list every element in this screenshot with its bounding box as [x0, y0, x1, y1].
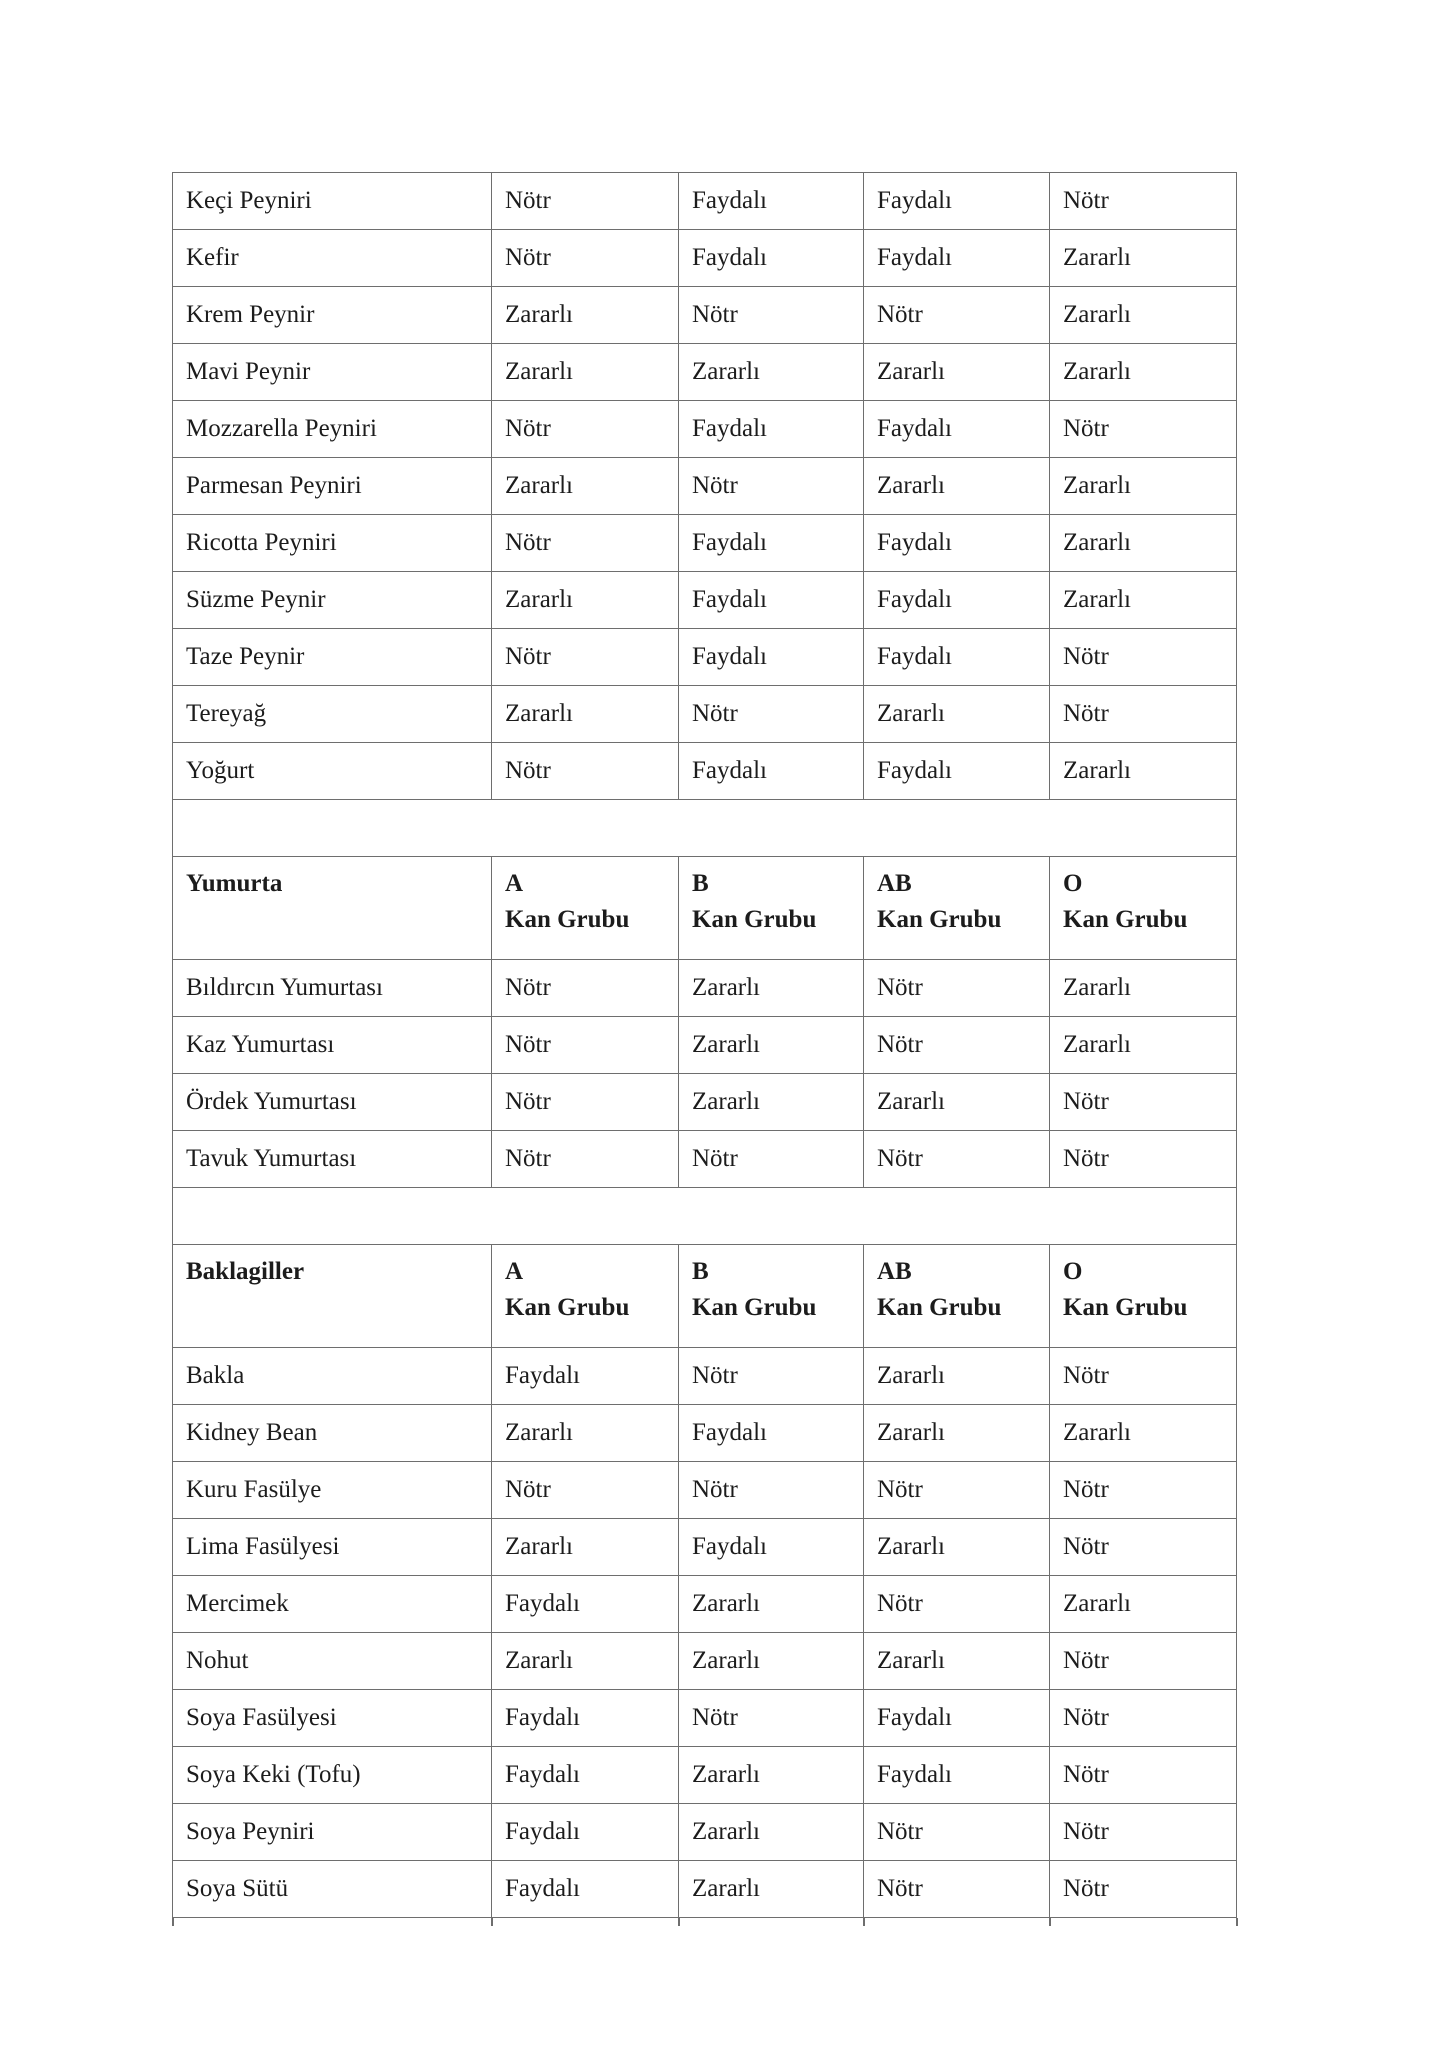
rating-cell: Faydalı — [492, 1576, 679, 1633]
rating-cell: Zararlı — [1050, 1576, 1237, 1633]
food-name-cell: Ricotta Peyniri — [173, 515, 492, 572]
rating-cell: Nötr — [679, 458, 864, 515]
rating-cell: Nötr — [864, 1861, 1050, 1918]
blood-group-header-cell — [492, 857, 679, 960]
rating-cell: Nötr — [492, 401, 679, 458]
table-row — [173, 1576, 1237, 1633]
rating-cell: Nötr — [492, 1017, 679, 1074]
table-row — [173, 287, 1237, 344]
blood-group-letter: O — [1063, 1258, 1083, 1285]
rating-cell: Nötr — [679, 1690, 864, 1747]
food-name-cell: Süzme Peynir — [173, 572, 492, 629]
rating-cell: Zararlı — [1050, 1017, 1237, 1074]
table-row — [173, 1861, 1237, 1918]
food-name-cell: Tavuk Yumurtası — [173, 1131, 492, 1188]
food-name-cell: Soya Sütü — [173, 1861, 492, 1918]
table-container — [172, 172, 1237, 1918]
rating-cell: Nötr — [1050, 686, 1237, 743]
cutoff-row-border-stub — [491, 1918, 493, 1926]
food-name-cell: Nohut — [173, 1633, 492, 1690]
food-name-cell: Kuru Fasülye — [173, 1462, 492, 1519]
blood-group-header-cell — [679, 857, 864, 960]
rating-cell: Zararlı — [1050, 572, 1237, 629]
blood-group-header-cell — [679, 1245, 864, 1348]
blood-group-letter: AB — [877, 870, 912, 897]
table-row — [173, 1804, 1237, 1861]
section-header-row — [173, 857, 1237, 960]
blood-group-subheader: Kan Grubu — [692, 906, 817, 933]
food-name-cell: Taze Peynir — [173, 629, 492, 686]
rating-cell: Nötr — [492, 1131, 679, 1188]
table-row — [173, 1633, 1237, 1690]
rating-cell: Zararlı — [864, 1405, 1050, 1462]
blood-group-header-cell — [864, 1245, 1050, 1348]
table-row — [173, 743, 1237, 800]
food-name-cell: Bıldırcın Yumurtası — [173, 960, 492, 1017]
rating-cell: Faydalı — [679, 743, 864, 800]
rating-cell: Faydalı — [679, 1519, 864, 1576]
table-row — [173, 458, 1237, 515]
rating-cell: Faydalı — [492, 1861, 679, 1918]
food-name-cell: Parmesan Peyniri — [173, 458, 492, 515]
table-row — [173, 1519, 1237, 1576]
rating-cell: Nötr — [1050, 173, 1237, 230]
rating-cell: Nötr — [679, 287, 864, 344]
food-name-cell: Kaz Yumurtası — [173, 1017, 492, 1074]
rating-cell: Faydalı — [679, 629, 864, 686]
blood-group-subheader: Kan Grubu — [877, 906, 1002, 933]
rating-cell: Zararlı — [1050, 458, 1237, 515]
rating-cell: Faydalı — [492, 1690, 679, 1747]
rating-cell: Faydalı — [864, 515, 1050, 572]
rating-cell: Nötr — [1050, 1633, 1237, 1690]
food-name-cell: Tereyağ — [173, 686, 492, 743]
table-row — [173, 629, 1237, 686]
rating-cell: Zararlı — [492, 287, 679, 344]
rating-cell: Faydalı — [864, 230, 1050, 287]
rating-cell: Zararlı — [1050, 1405, 1237, 1462]
rating-cell: Nötr — [864, 960, 1050, 1017]
blood-group-header-cell — [864, 857, 1050, 960]
rating-cell: Nötr — [1050, 1131, 1237, 1188]
rating-cell: Nötr — [1050, 1519, 1237, 1576]
rating-cell: Zararlı — [1050, 230, 1237, 287]
rating-cell: Nötr — [864, 1462, 1050, 1519]
table-row — [173, 344, 1237, 401]
rating-cell: Nötr — [1050, 1074, 1237, 1131]
rating-cell: Faydalı — [679, 173, 864, 230]
table-body — [173, 173, 1237, 1918]
rating-cell: Zararlı — [679, 344, 864, 401]
table-row — [173, 173, 1237, 230]
rating-cell: Nötr — [1050, 1861, 1237, 1918]
rating-cell: Nötr — [1050, 1690, 1237, 1747]
table-row — [173, 401, 1237, 458]
section-header-row — [173, 1245, 1237, 1348]
food-name-cell: Lima Fasülyesi — [173, 1519, 492, 1576]
rating-cell: Zararlı — [864, 1519, 1050, 1576]
rating-cell: Nötr — [864, 1017, 1050, 1074]
rating-cell: Zararlı — [864, 1074, 1050, 1131]
food-name-cell: Soya Peyniri — [173, 1804, 492, 1861]
rating-cell: Zararlı — [679, 960, 864, 1017]
rating-cell: Zararlı — [864, 1633, 1050, 1690]
blood-group-letter: A — [505, 870, 524, 897]
blood-group-subheader: Kan Grubu — [505, 1294, 630, 1321]
rating-cell: Nötr — [1050, 1348, 1237, 1405]
rating-cell: Zararlı — [492, 572, 679, 629]
rating-cell: Faydalı — [864, 743, 1050, 800]
blood-group-letter: B — [692, 870, 709, 897]
table-row — [173, 960, 1237, 1017]
rating-cell: Nötr — [864, 1576, 1050, 1633]
rating-cell: Faydalı — [864, 1747, 1050, 1804]
rating-cell: Nötr — [492, 173, 679, 230]
table-row — [173, 686, 1237, 743]
food-name-cell: Kefir — [173, 230, 492, 287]
table-row — [173, 572, 1237, 629]
blood-group-subheader: Kan Grubu — [505, 906, 630, 933]
rating-cell: Faydalı — [864, 629, 1050, 686]
food-name-cell: Mavi Peynir — [173, 344, 492, 401]
rating-cell: Zararlı — [679, 1576, 864, 1633]
table-row — [173, 230, 1237, 287]
rating-cell: Zararlı — [864, 686, 1050, 743]
table-row — [173, 1690, 1237, 1747]
rating-cell: Nötr — [492, 960, 679, 1017]
rating-cell: Zararlı — [1050, 960, 1237, 1017]
blood-group-letter: O — [1063, 870, 1083, 897]
rating-cell: Zararlı — [679, 1017, 864, 1074]
rating-cell: Faydalı — [679, 572, 864, 629]
rating-cell: Nötr — [1050, 401, 1237, 458]
rating-cell: Nötr — [492, 515, 679, 572]
rating-cell: Faydalı — [864, 1690, 1050, 1747]
rating-cell: Zararlı — [492, 1519, 679, 1576]
table-row — [173, 1017, 1237, 1074]
table-row — [173, 1405, 1237, 1462]
rating-cell: Nötr — [1050, 1804, 1237, 1861]
blood-group-header-cell — [1050, 857, 1237, 960]
table-row — [173, 515, 1237, 572]
rating-cell: Zararlı — [679, 1074, 864, 1131]
blood-group-subheader: Kan Grubu — [1063, 906, 1188, 933]
section-title-cell: Yumurta — [173, 857, 492, 960]
rating-cell: Nötr — [492, 1074, 679, 1131]
rating-cell: Zararlı — [492, 1633, 679, 1690]
rating-cell: Zararlı — [679, 1861, 864, 1918]
rating-cell: Faydalı — [864, 572, 1050, 629]
rating-cell: Zararlı — [492, 1405, 679, 1462]
food-name-cell: Mozzarella Peyniri — [173, 401, 492, 458]
food-name-cell: Soya Fasülyesi — [173, 1690, 492, 1747]
food-name-cell: Mercimek — [173, 1576, 492, 1633]
food-name-cell: Bakla — [173, 1348, 492, 1405]
rating-cell: Zararlı — [864, 344, 1050, 401]
cutoff-row-border-stub — [863, 1918, 865, 1926]
rating-cell: Faydalı — [492, 1747, 679, 1804]
blood-group-letter: A — [505, 1258, 524, 1285]
spacer-row — [173, 1188, 1237, 1245]
rating-cell: Nötr — [864, 1804, 1050, 1861]
rating-cell: Nötr — [492, 230, 679, 287]
table-row — [173, 1074, 1237, 1131]
cutoff-row-border-stub — [172, 1918, 174, 1926]
cutoff-row-border-stub — [678, 1918, 680, 1926]
spacer-cell — [173, 1188, 1237, 1245]
blood-group-letter: B — [692, 1258, 709, 1285]
rating-cell: Nötr — [1050, 629, 1237, 686]
rating-cell: Zararlı — [492, 686, 679, 743]
rating-cell: Faydalı — [679, 401, 864, 458]
blood-group-header-cell — [492, 1245, 679, 1348]
rating-cell: Zararlı — [1050, 344, 1237, 401]
blood-group-subheader: Kan Grubu — [692, 1294, 817, 1321]
rating-cell: Nötr — [1050, 1462, 1237, 1519]
rating-cell: Nötr — [492, 1462, 679, 1519]
rating-cell: Zararlı — [492, 458, 679, 515]
cutoff-row-border-stub — [1049, 1918, 1051, 1926]
rating-cell: Nötr — [864, 1131, 1050, 1188]
rating-cell: Faydalı — [492, 1348, 679, 1405]
rating-cell: Nötr — [1050, 1747, 1237, 1804]
rating-cell: Faydalı — [492, 1804, 679, 1861]
rating-cell: Faydalı — [864, 401, 1050, 458]
rating-cell: Nötr — [864, 287, 1050, 344]
rating-cell: Zararlı — [679, 1747, 864, 1804]
food-name-cell: Ördek Yumurtası — [173, 1074, 492, 1131]
blood-type-diet-table — [172, 172, 1237, 1918]
rating-cell: Nötr — [492, 629, 679, 686]
rating-cell: Zararlı — [492, 344, 679, 401]
table-row — [173, 1462, 1237, 1519]
table-row — [173, 1348, 1237, 1405]
rating-cell: Zararlı — [679, 1633, 864, 1690]
rating-cell: Faydalı — [679, 1405, 864, 1462]
rating-cell: Faydalı — [864, 173, 1050, 230]
rating-cell: Nötr — [679, 1462, 864, 1519]
rating-cell: Zararlı — [679, 1804, 864, 1861]
rating-cell: Nötr — [679, 1131, 864, 1188]
rating-cell: Nötr — [679, 686, 864, 743]
table-row — [173, 1131, 1237, 1188]
rating-cell: Zararlı — [1050, 515, 1237, 572]
food-name-cell: Soya Keki (Tofu) — [173, 1747, 492, 1804]
blood-group-header-cell — [1050, 1245, 1237, 1348]
food-name-cell: Yoğurt — [173, 743, 492, 800]
rating-cell: Zararlı — [864, 458, 1050, 515]
food-name-cell: Kidney Bean — [173, 1405, 492, 1462]
rating-cell: Zararlı — [1050, 287, 1237, 344]
rating-cell: Nötr — [492, 743, 679, 800]
spacer-row — [173, 800, 1237, 857]
rating-cell: Zararlı — [864, 1348, 1050, 1405]
blood-group-subheader: Kan Grubu — [1063, 1294, 1188, 1321]
blood-group-letter: AB — [877, 1258, 912, 1285]
cutoff-row-border-stub — [1236, 1918, 1238, 1926]
spacer-cell — [173, 800, 1237, 857]
section-title-cell: Baklagiller — [173, 1245, 492, 1348]
food-name-cell: Keçi Peyniri — [173, 173, 492, 230]
rating-cell: Faydalı — [679, 230, 864, 287]
rating-cell: Faydalı — [679, 515, 864, 572]
rating-cell: Zararlı — [1050, 743, 1237, 800]
rating-cell: Nötr — [679, 1348, 864, 1405]
food-name-cell: Krem Peynir — [173, 287, 492, 344]
blood-group-subheader: Kan Grubu — [877, 1294, 1002, 1321]
table-row — [173, 1747, 1237, 1804]
